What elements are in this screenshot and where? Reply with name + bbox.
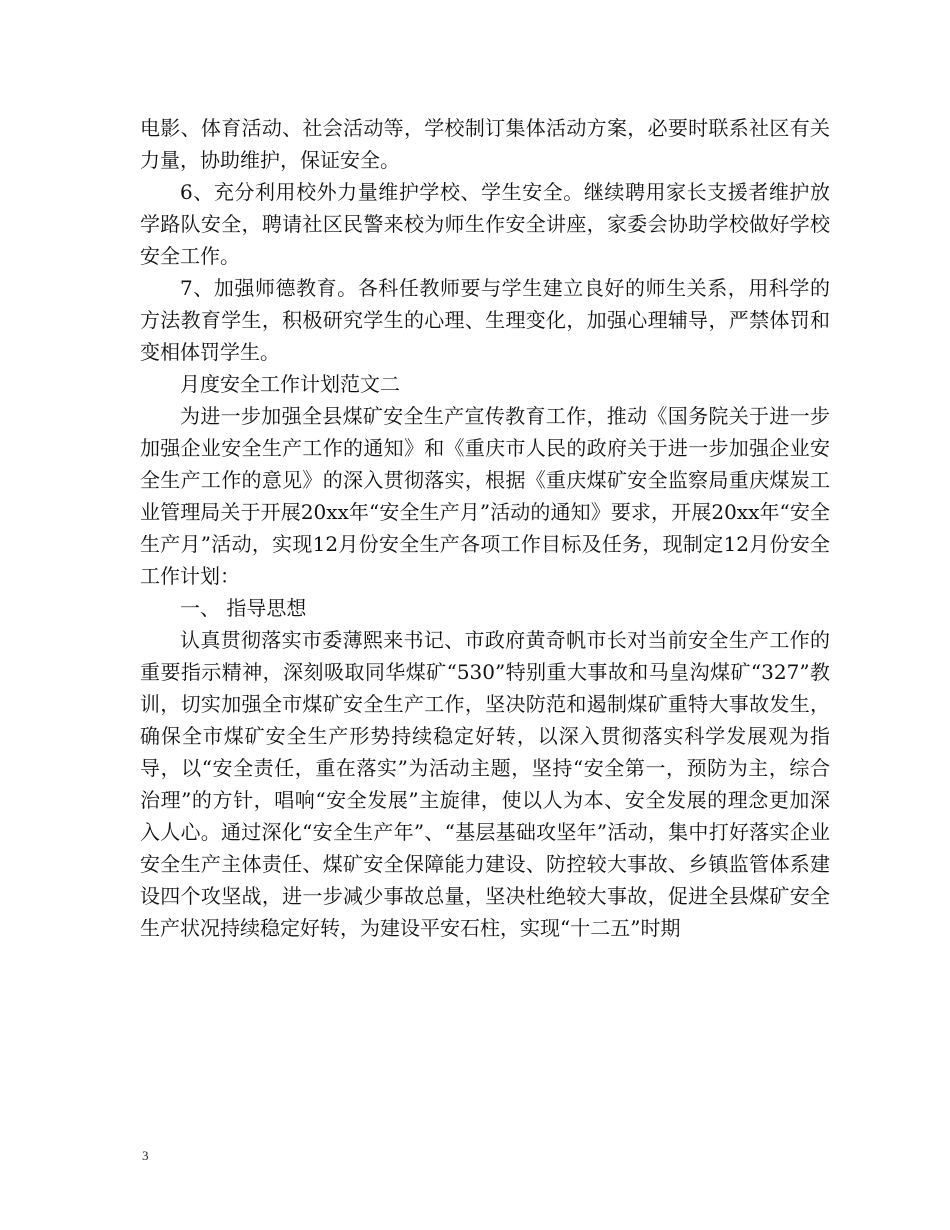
paragraph: 为进一步加强全县煤矿安全生产宣传教育工作，推动《国务院关于进一步加强企业安全生产工作的通知》和《重庆市人民的政府关于进一步加强企业安全生产工作的意见》的深入贯彻落实，根据《重庆煤矿安全监察局重庆煤炭工业管理局关于开展20xx年“安全生产月”活动的通知》要求，开展20xx年“安全生产月”活动，实现12月份安全生产各项工作目标及任务，现制定12月份安全工作计划： <box>140 404 830 588</box>
paragraph: 7、加强师德教育。各科任教师要与学生建立良好的师生关系，用科学的方法教育学生，积极研究学生的心理、生理变化，加强心理辅导，严禁体罚和变相体罚学生。 <box>140 276 830 364</box>
paragraph: 电影、体育活动、社会活动等，学校制订集体活动方案，必要时联系社区有关力量，协助维护，保证安全。 <box>140 116 830 172</box>
page-body <box>140 112 830 944</box>
paragraph: 认真贯彻落实市委薄熙来书记、市政府黄奇帆市长对当前安全生产工作的重要指示精神，深刻吸取同华煤矿“530”特别重大事故和马皇沟煤矿“327”教训，切实加强全市煤矿安全生产工作，坚决防范和遏制煤矿重特大事故发生，确保全市煤矿安全生产形势持续稳定好转，以深入贯彻落实科学发展观为指导，以“安全责任，重在落实”为活动主题，坚持“安全第一，预防为主，综合治理”的方针，唱响“安全发展”主旋律，使以人为本、安全发展的理念更加深入人心。通过深化“安全生产年”、“基层基础攻坚年”活动，集中打好落实企业安全生产主体责任、煤矿安全保障能力建设、防控较大事故、乡镇监管体系建设四个攻坚战，进一步减少事故总量，坚决杜绝较大事故，促进全县煤矿安全生产状况持续稳定好转，为建设平安石柱，实现“十二五”时期 <box>140 628 830 940</box>
section-heading: 一、 指导思想 <box>180 596 307 620</box>
page-number: 3 <box>142 1148 149 1163</box>
paragraph: 6、充分利用校外力量维护学校、学生安全。继续聘用家长支援者维护放学路队安全，聘请社区民警来校为师生作安全讲座，家委会协助学校做好学校安全工作。 <box>140 180 830 268</box>
section-heading: 月度安全工作计划范文二 <box>180 372 400 396</box>
